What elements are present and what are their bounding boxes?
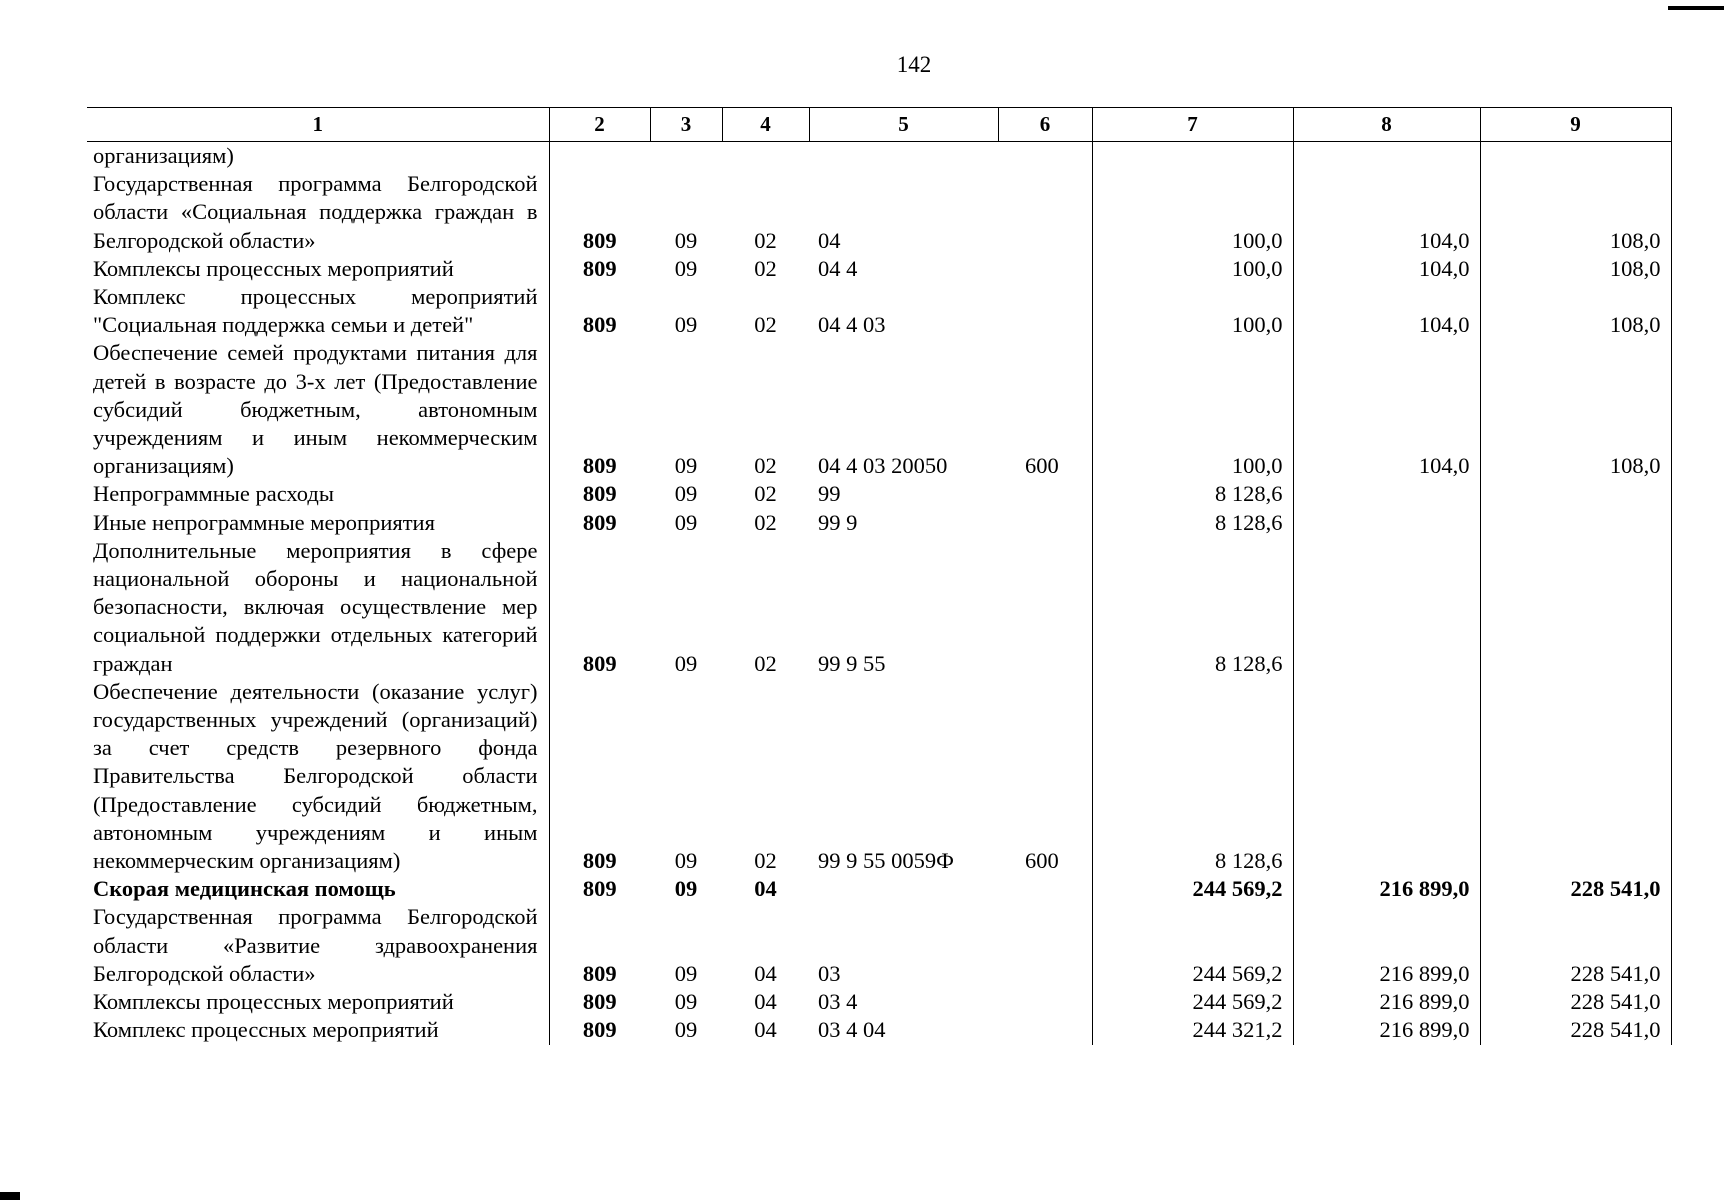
cell-value: 09 bbox=[674, 960, 698, 986]
cell-value: 04 4 03 bbox=[818, 312, 886, 338]
row-name: Комплексы процессных мероприятий bbox=[93, 255, 454, 281]
cell-value: 809 bbox=[582, 509, 617, 535]
cell-value: 09 bbox=[674, 255, 698, 281]
scan-edge-mark bbox=[0, 1192, 20, 1200]
cell-value: 04 bbox=[754, 960, 777, 986]
col-2-cell bbox=[549, 255, 650, 283]
col-8-cell bbox=[1293, 537, 1480, 678]
col-9-cell bbox=[1480, 509, 1671, 537]
col-9-cell bbox=[1480, 875, 1671, 903]
col-6-cell bbox=[998, 480, 1092, 508]
col-7-cell bbox=[1092, 678, 1293, 875]
col-5-cell bbox=[809, 903, 998, 988]
cell-value: 02 bbox=[754, 481, 777, 507]
col-6-cell bbox=[998, 509, 1092, 537]
cell-value: 216 899,0 bbox=[1379, 1017, 1470, 1043]
col-8-cell bbox=[1293, 875, 1480, 903]
cell-value: 02 bbox=[754, 848, 777, 874]
cell-value: 03 4 bbox=[818, 989, 858, 1015]
col-4-cell bbox=[722, 903, 809, 988]
col-2-cell bbox=[549, 339, 650, 480]
table-row bbox=[87, 903, 1671, 988]
col-4-cell bbox=[722, 1016, 809, 1044]
cell-value: 04 bbox=[818, 227, 841, 253]
col-9-cell bbox=[1480, 142, 1671, 171]
cell-value: 09 bbox=[674, 848, 698, 874]
table-row bbox=[87, 509, 1671, 537]
cell-value: 8 128,6 bbox=[1215, 650, 1283, 676]
col-5-cell bbox=[809, 988, 998, 1016]
cell-value: 09 bbox=[674, 1017, 698, 1043]
cell-value: 09 bbox=[674, 227, 698, 253]
cell-value: 99 bbox=[818, 481, 841, 507]
col-7-cell bbox=[1092, 1016, 1293, 1044]
cell-value: 99 9 bbox=[818, 509, 858, 535]
cell-value: 09 bbox=[674, 650, 698, 676]
col-header-4: 4 bbox=[722, 108, 809, 142]
cell-value: 09 bbox=[674, 312, 698, 338]
col-8-cell bbox=[1293, 903, 1480, 988]
col-5-cell bbox=[809, 678, 998, 875]
col-2-cell bbox=[549, 678, 650, 875]
col-8-cell bbox=[1293, 678, 1480, 875]
col-3-cell bbox=[650, 509, 722, 537]
cell-value: 02 bbox=[754, 227, 777, 253]
row-name-cell bbox=[87, 988, 549, 1016]
row-name: Дополнительные мероприятия в сфере национальной обороны и национальной безопасности, включая осуществление мер социальной поддержки отдельных категорий граждан bbox=[93, 537, 538, 676]
cell-value: 04 4 bbox=[818, 255, 858, 281]
col-7-cell bbox=[1092, 339, 1293, 480]
cell-value: 244 569,2 bbox=[1192, 876, 1283, 902]
row-name-cell bbox=[87, 339, 549, 480]
cell-value: 09 bbox=[674, 481, 698, 507]
cell-value: 99 9 55 0059Ф bbox=[818, 848, 954, 874]
col-9-cell bbox=[1480, 170, 1671, 255]
cell-value: 8 128,6 bbox=[1215, 509, 1283, 535]
cell-value: 809 bbox=[582, 650, 617, 676]
col-3-cell bbox=[650, 903, 722, 988]
col-header-9: 9 bbox=[1480, 108, 1671, 142]
cell-value: 100,0 bbox=[1231, 227, 1283, 253]
col-2-cell bbox=[549, 509, 650, 537]
row-name-cell bbox=[87, 480, 549, 508]
col-7-cell bbox=[1092, 509, 1293, 537]
col-header-6: 6 bbox=[998, 108, 1092, 142]
col-2-cell bbox=[549, 537, 650, 678]
cell-value: 809 bbox=[582, 481, 617, 507]
row-name-cell bbox=[87, 1016, 549, 1044]
cell-value: 809 bbox=[582, 255, 617, 281]
col-6-cell bbox=[998, 903, 1092, 988]
cell-value: 216 899,0 bbox=[1379, 989, 1470, 1015]
table-row bbox=[87, 480, 1671, 508]
cell-value: 108,0 bbox=[1609, 255, 1661, 281]
table-row bbox=[87, 339, 1671, 480]
col-6-cell bbox=[998, 283, 1092, 339]
cell-value: 809 bbox=[582, 312, 617, 338]
col-header-2: 2 bbox=[549, 108, 650, 142]
col-8-cell bbox=[1293, 255, 1480, 283]
col-4-cell bbox=[722, 283, 809, 339]
col-4-cell bbox=[722, 170, 809, 255]
col-header-3: 3 bbox=[650, 108, 722, 142]
cell-value: 228 541,0 bbox=[1570, 960, 1661, 986]
table-row bbox=[87, 875, 1671, 903]
row-name: Обеспечение семей продуктами питания для детей в возрасте до 3-х лет (Предоставление субсидий бюджетным, автономным учреждениям и иным некоммерческим организациям) bbox=[93, 340, 538, 479]
cell-value: 108,0 bbox=[1609, 227, 1661, 253]
cell-value: 04 bbox=[754, 876, 777, 902]
cell-value: 02 bbox=[754, 509, 777, 535]
col-9-cell bbox=[1480, 537, 1671, 678]
cell-value: 600 bbox=[1025, 848, 1059, 874]
col-2-cell bbox=[549, 1016, 650, 1044]
cell-value: 99 9 55 bbox=[818, 650, 886, 676]
row-name: Комплекс процессных мероприятий "Социальная поддержка семьи и детей" bbox=[93, 284, 538, 338]
col-header-5: 5 bbox=[809, 108, 998, 142]
col-5-cell bbox=[809, 142, 998, 171]
col-2-cell bbox=[549, 480, 650, 508]
col-9-cell bbox=[1480, 903, 1671, 988]
col-3-cell bbox=[650, 875, 722, 903]
col-7-cell bbox=[1092, 875, 1293, 903]
col-4-cell bbox=[722, 339, 809, 480]
col-8-cell bbox=[1293, 170, 1480, 255]
col-5-cell bbox=[809, 339, 998, 480]
col-3-cell bbox=[650, 283, 722, 339]
cell-value: 8 128,6 bbox=[1215, 848, 1283, 874]
col-2-cell bbox=[549, 142, 650, 171]
cell-value: 09 bbox=[674, 509, 698, 535]
col-3-cell bbox=[650, 678, 722, 875]
col-7-cell bbox=[1092, 283, 1293, 339]
row-name-cell bbox=[87, 678, 549, 875]
col-6-cell bbox=[998, 988, 1092, 1016]
col-4-cell bbox=[722, 537, 809, 678]
row-name-cell bbox=[87, 903, 549, 988]
col-4-cell bbox=[722, 480, 809, 508]
col-4-cell bbox=[722, 875, 809, 903]
cell-value: 228 541,0 bbox=[1570, 989, 1661, 1015]
col-6-cell bbox=[998, 1016, 1092, 1044]
col-2-cell bbox=[549, 875, 650, 903]
col-9-cell bbox=[1480, 339, 1671, 480]
table-body bbox=[87, 142, 1671, 1045]
row-name: Непрограммные расходы bbox=[93, 481, 334, 507]
col-header-1: 1 bbox=[87, 108, 549, 142]
row-name-cell bbox=[87, 283, 549, 339]
col-5-cell bbox=[809, 170, 998, 255]
col-8-cell bbox=[1293, 1016, 1480, 1044]
cell-value: 244 321,2 bbox=[1192, 1017, 1283, 1043]
cell-value: 228 541,0 bbox=[1570, 876, 1661, 902]
col-7-cell bbox=[1092, 142, 1293, 171]
col-3-cell bbox=[650, 142, 722, 171]
col-7-cell bbox=[1092, 903, 1293, 988]
cell-value: 04 4 03 20050 bbox=[818, 453, 948, 479]
cell-value: 809 bbox=[582, 453, 617, 479]
col-8-cell bbox=[1293, 509, 1480, 537]
cell-value: 09 bbox=[674, 989, 698, 1015]
row-name: Комплекс процессных мероприятий bbox=[93, 1017, 439, 1043]
cell-value: 104,0 bbox=[1418, 453, 1470, 479]
col-5-cell bbox=[809, 1016, 998, 1044]
row-name-cell bbox=[87, 170, 549, 255]
scan-corner-mark bbox=[1668, 6, 1724, 10]
cell-value: 809 bbox=[582, 960, 617, 986]
cell-value: 108,0 bbox=[1609, 453, 1661, 479]
col-6-cell bbox=[998, 142, 1092, 171]
col-3-cell bbox=[650, 1016, 722, 1044]
table-header bbox=[87, 108, 1671, 142]
col-9-cell bbox=[1480, 988, 1671, 1016]
row-name-cell bbox=[87, 875, 549, 903]
col-8-cell bbox=[1293, 283, 1480, 339]
col-6-cell bbox=[998, 537, 1092, 678]
col-3-cell bbox=[650, 170, 722, 255]
cell-value: 809 bbox=[582, 848, 617, 874]
cell-value: 809 bbox=[582, 989, 617, 1015]
col-7-cell bbox=[1092, 988, 1293, 1016]
table-row bbox=[87, 988, 1671, 1016]
col-2-cell bbox=[549, 988, 650, 1016]
col-4-cell bbox=[722, 255, 809, 283]
col-5-cell bbox=[809, 509, 998, 537]
cell-value: 244 569,2 bbox=[1192, 989, 1283, 1015]
col-5-cell bbox=[809, 875, 998, 903]
col-2-cell bbox=[549, 283, 650, 339]
col-4-cell bbox=[722, 678, 809, 875]
table-row bbox=[87, 1016, 1671, 1044]
cell-value: 104,0 bbox=[1418, 255, 1470, 281]
cell-value: 216 899,0 bbox=[1379, 876, 1470, 902]
col-7-cell bbox=[1092, 537, 1293, 678]
col-4-cell bbox=[722, 988, 809, 1016]
col-7-cell bbox=[1092, 170, 1293, 255]
col-6-cell bbox=[998, 170, 1092, 255]
col-6-cell bbox=[998, 678, 1092, 875]
col-9-cell bbox=[1480, 678, 1671, 875]
table-row bbox=[87, 537, 1671, 678]
cell-value: 809 bbox=[582, 876, 617, 902]
cell-value: 108,0 bbox=[1609, 312, 1661, 338]
cell-value: 03 bbox=[818, 960, 841, 986]
col-5-cell bbox=[809, 537, 998, 678]
table-row bbox=[87, 678, 1671, 875]
row-name-cell bbox=[87, 142, 549, 171]
cell-value: 104,0 bbox=[1418, 312, 1470, 338]
row-name-cell bbox=[87, 537, 549, 678]
col-7-cell bbox=[1092, 480, 1293, 508]
cell-value: 100,0 bbox=[1231, 453, 1283, 479]
col-header-8: 8 bbox=[1293, 108, 1480, 142]
col-3-cell bbox=[650, 255, 722, 283]
cell-value: 100,0 bbox=[1231, 255, 1283, 281]
col-9-cell bbox=[1480, 283, 1671, 339]
cell-value: 228 541,0 bbox=[1570, 1017, 1661, 1043]
cell-value: 216 899,0 bbox=[1379, 960, 1470, 986]
row-name: Иные непрограммные мероприятия bbox=[93, 509, 435, 535]
col-5-cell bbox=[809, 480, 998, 508]
col-6-cell bbox=[998, 255, 1092, 283]
col-3-cell bbox=[650, 339, 722, 480]
cell-value: 02 bbox=[754, 312, 777, 338]
col-2-cell bbox=[549, 903, 650, 988]
cell-value: 600 bbox=[1025, 453, 1059, 479]
col-4-cell bbox=[722, 142, 809, 171]
cell-value: 100,0 bbox=[1231, 312, 1283, 338]
col-3-cell bbox=[650, 537, 722, 678]
table-row bbox=[87, 142, 1671, 171]
cell-value: 09 bbox=[674, 453, 698, 479]
col-3-cell bbox=[650, 988, 722, 1016]
col-8-cell bbox=[1293, 339, 1480, 480]
col-9-cell bbox=[1480, 1016, 1671, 1044]
row-name-cell bbox=[87, 509, 549, 537]
col-9-cell bbox=[1480, 480, 1671, 508]
col-9-cell bbox=[1480, 255, 1671, 283]
cell-value: 104,0 bbox=[1418, 227, 1470, 253]
col-5-cell bbox=[809, 255, 998, 283]
cell-value: 809 bbox=[582, 1017, 617, 1043]
col-8-cell bbox=[1293, 480, 1480, 508]
row-name-cell bbox=[87, 255, 549, 283]
col-8-cell bbox=[1293, 142, 1480, 171]
cell-value: 04 bbox=[754, 989, 777, 1015]
cell-value: 03 4 04 bbox=[818, 1017, 886, 1043]
row-name: организациям) bbox=[93, 143, 234, 168]
col-2-cell bbox=[549, 170, 650, 255]
budget-table bbox=[87, 107, 1672, 1045]
cell-value: 02 bbox=[754, 453, 777, 479]
table-row bbox=[87, 170, 1671, 255]
cell-value: 09 bbox=[674, 876, 698, 902]
row-name: Государственная программа Белгородской области «Социальная поддержка граждан в Белгородской области» bbox=[93, 171, 538, 253]
cell-value: 809 bbox=[582, 227, 617, 253]
col-8-cell bbox=[1293, 988, 1480, 1016]
col-6-cell bbox=[998, 875, 1092, 903]
col-6-cell bbox=[998, 339, 1092, 480]
row-name: Обеспечение деятельности (оказание услуг) государственных учреждений (организаций) за счет средств резервного фонда Правительства Белгородской области (Предоставление субсидий бюджетным, автономным учреждениям и иным некоммерческим организациям) bbox=[93, 678, 538, 874]
col-4-cell bbox=[722, 509, 809, 537]
cell-value: 02 bbox=[754, 650, 777, 676]
cell-value: 04 bbox=[754, 1017, 777, 1043]
row-name: Комплексы процессных мероприятий bbox=[93, 989, 454, 1015]
cell-value: 02 bbox=[754, 255, 777, 281]
row-name: Скорая медицинская помощь bbox=[93, 876, 396, 902]
page-number: 142 bbox=[896, 52, 932, 77]
table-row bbox=[87, 283, 1671, 339]
cell-value: 244 569,2 bbox=[1192, 960, 1283, 986]
col-3-cell bbox=[650, 480, 722, 508]
row-name: Государственная программа Белгородской области «Развитие здравоохранения Белгородской области» bbox=[93, 904, 538, 986]
col-header-7: 7 bbox=[1092, 108, 1293, 142]
col-5-cell bbox=[809, 283, 998, 339]
col-7-cell bbox=[1092, 255, 1293, 283]
table-row bbox=[87, 255, 1671, 283]
cell-value: 8 128,6 bbox=[1215, 481, 1283, 507]
